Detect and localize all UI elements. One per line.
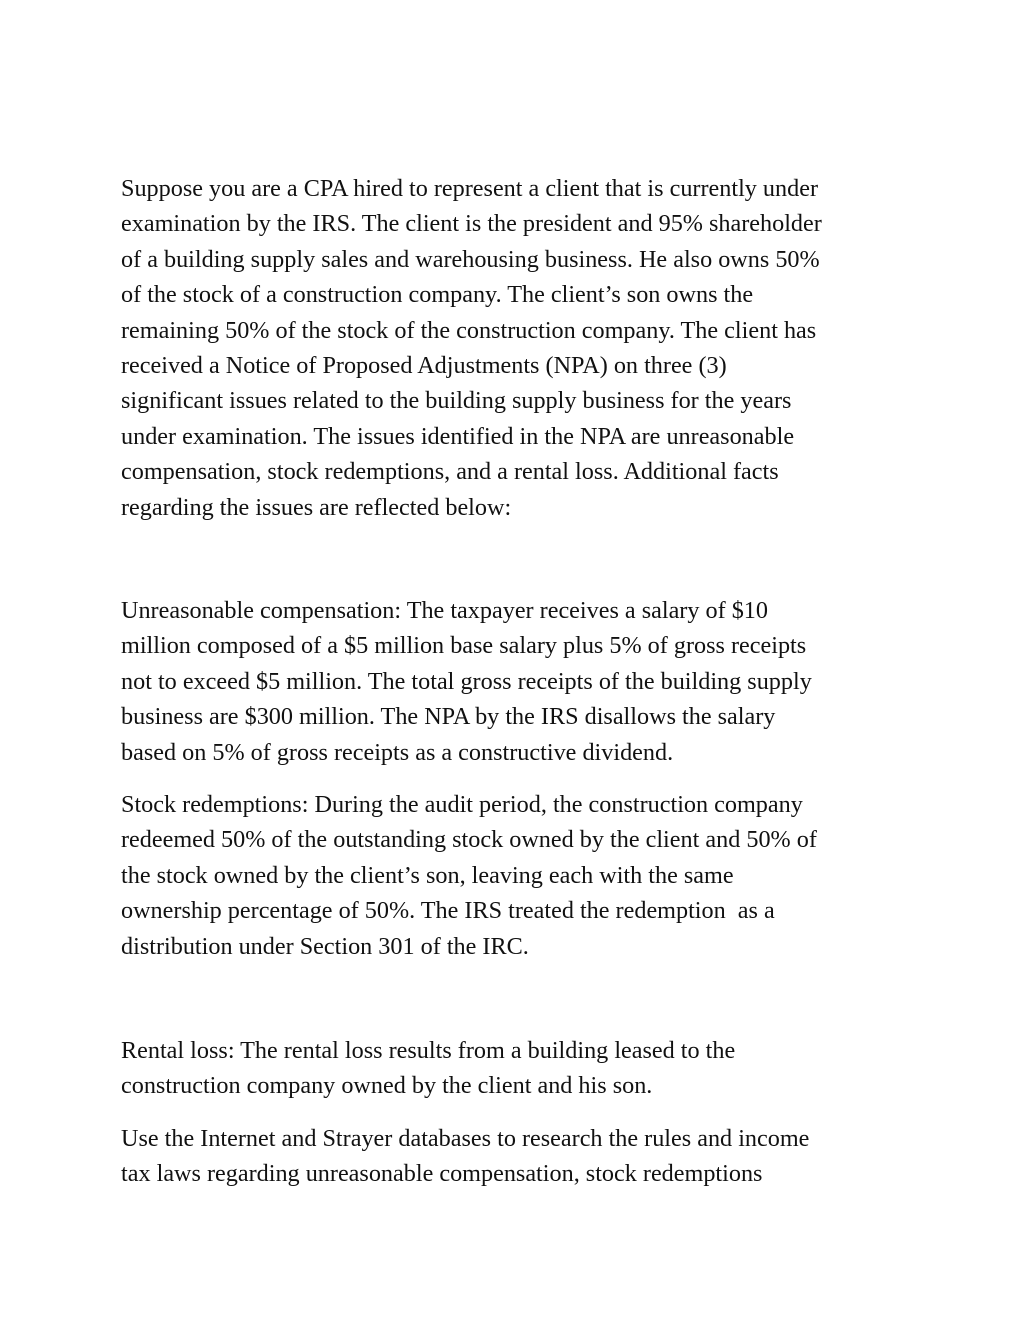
paragraph-case-introduction xyxy=(121,171,911,525)
text-line: remaining 50% of the stock of the construction company. The client has xyxy=(121,316,817,344)
text-line: Use the Internet and Strayer databases to research the rules and income xyxy=(121,1125,810,1152)
text-line: compensation, stock redemptions, and a rental loss. Additional facts xyxy=(121,458,779,486)
text-line: construction company owned by the client and his son. xyxy=(121,1072,653,1100)
paragraph-stock-redemptions xyxy=(121,787,911,964)
paragraph-unreasonable-compensation xyxy=(121,593,911,770)
text-line: Unreasonable compensation: The taxpayer receives a salary of $10 xyxy=(121,597,768,624)
text-line: redeemed 50% of the outstanding stock owned by the client and 50% of xyxy=(121,826,817,854)
text-line: of the stock of a construction company. The client’s son owns the xyxy=(121,281,754,309)
text-line: million composed of a $5 million base salary plus 5% of gross receipts xyxy=(121,632,807,660)
document-page xyxy=(121,0,911,1325)
text-line: significant issues related to the building supply business for the years xyxy=(121,387,792,415)
text-line: of a building supply sales and warehousing business. He also owns 50% xyxy=(121,245,820,273)
text-line: based on 5% of gross receipts as a constructive dividend. xyxy=(121,738,674,766)
text-line: tax laws regarding unreasonable compensation, stock redemptions xyxy=(121,1160,763,1188)
text-line: under examination. The issues identified in the NPA are unreasonable xyxy=(121,422,795,450)
text-line: regarding the issues are reflected below: xyxy=(121,493,512,521)
text-line: business are $300 million. The NPA by the IRS disallows the salary xyxy=(121,703,776,731)
text-line: distribution under Section 301 of the IRC. xyxy=(121,932,529,960)
paragraph-research-instructions xyxy=(121,1121,911,1192)
text-line: Stock redemptions: During the audit period, the construction company xyxy=(121,791,803,818)
text-line: received a Notice of Proposed Adjustments (NPA) on three (3) xyxy=(121,352,727,380)
text-line: not to exceed $5 million. The total gross receipts of the building supply xyxy=(121,667,812,695)
text-line: Suppose you are a CPA hired to represent a client that is currently under xyxy=(121,175,819,202)
text-line: the stock owned by the client’s son, leaving each with the same xyxy=(121,861,734,889)
text-line: ownership percentage of 50%. The IRS treated the redemption as a xyxy=(121,897,775,925)
text-line: Rental loss: The rental loss results from a building leased to the xyxy=(121,1037,736,1064)
text-line: examination by the IRS. The client is the president and 95% shareholder xyxy=(121,210,822,238)
paragraph-rental-loss xyxy=(121,1033,911,1104)
